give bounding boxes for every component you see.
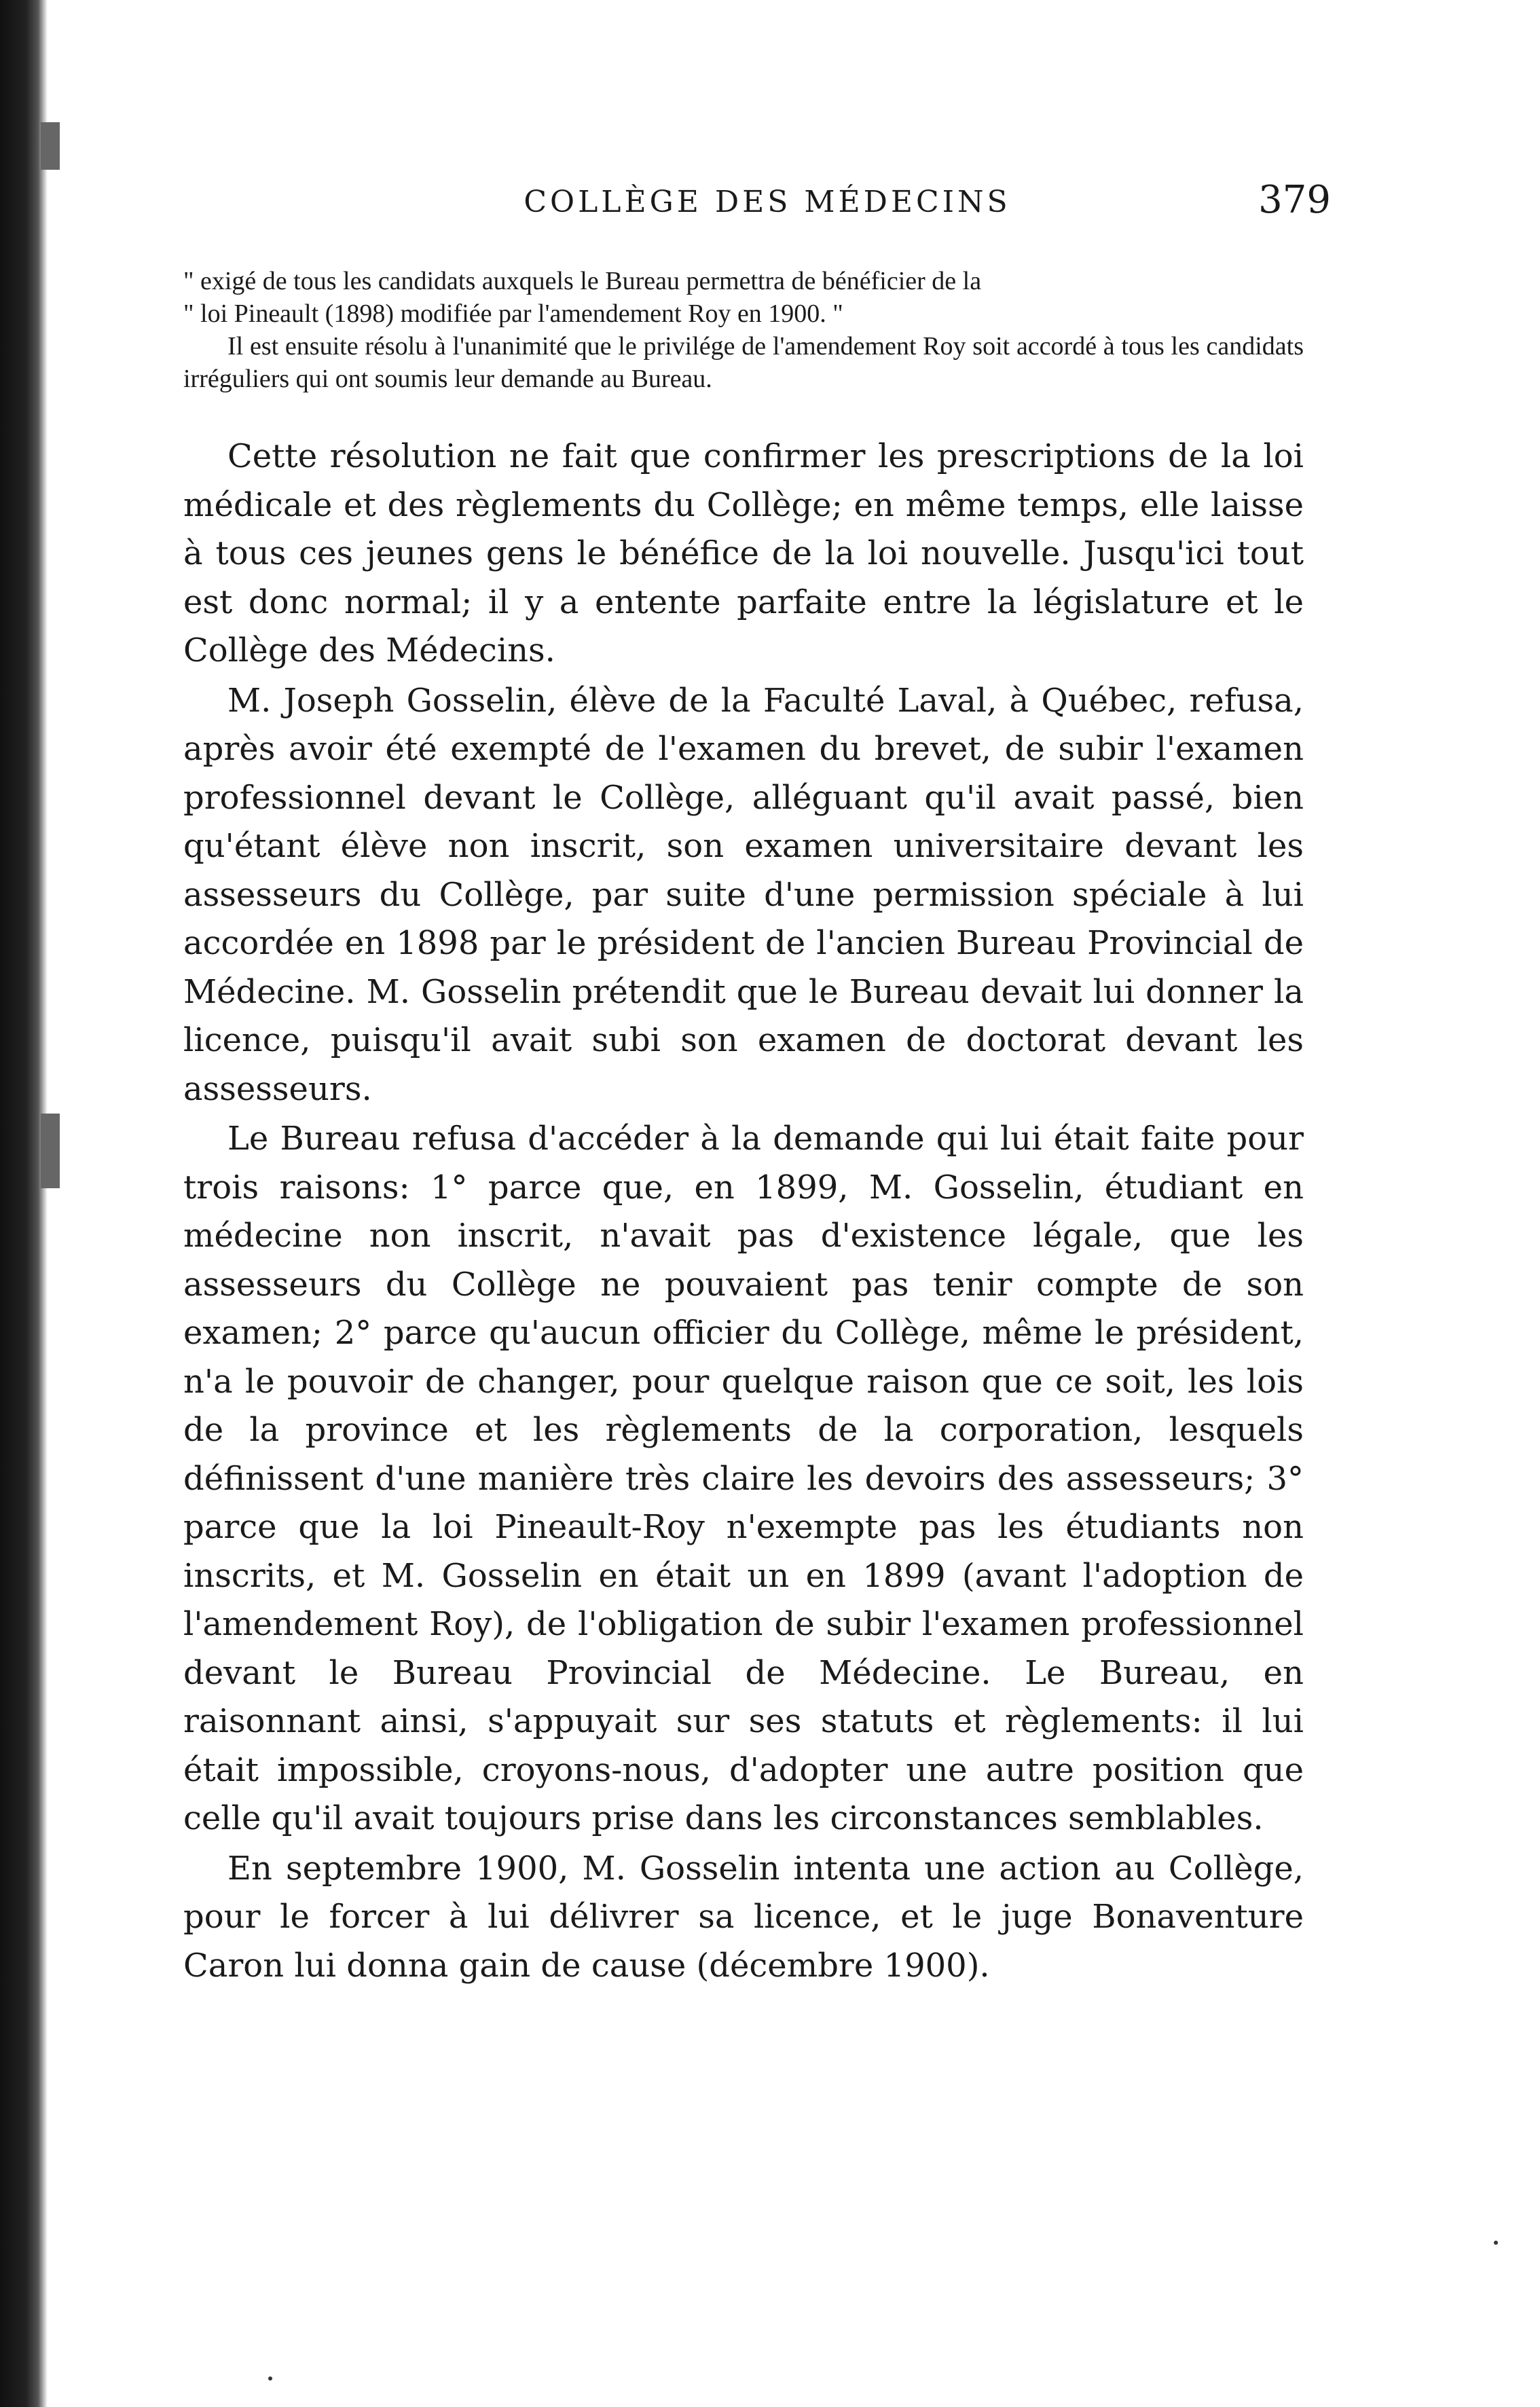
page-header — [204, 178, 1331, 232]
quote-line: " loi Pineault (1898) modifiée par l'amendement Roy en 1900. " — [183, 299, 843, 328]
scan-speck — [268, 2376, 272, 2381]
page-number: 379 — [1258, 178, 1331, 222]
body-paragraph: M. Joseph Gosselin, élève de la Faculté Laval, à Québec, refusa, après avoir été exempté de l'examen du brevet, de subir l'examen professionnel devant le Collège, alléguant qu'il avait passé, bien qu'étant élève non inscrit, son examen universitaire devant les assesseurs du Collège, par suite d'une permission spéciale à lui accordée en 1898 par le président de l'ancien Bureau Provincial de Médecine. M. Gosselin prétendit que le Bureau devait lui donner la licence, puisqu'il avait subi son examen de doctorat devant les assesseurs. — [183, 681, 1304, 1108]
scan-speck — [1494, 2241, 1498, 2245]
body-paragraph: Le Bureau refusa d'accéder à la demande qui lui était faite pour trois raisons: 1° parce que, en 1899, M. Gosselin, étudiant en médecine non inscrit, n'avait pas d'existence légale, que les assesseurs du Collège ne pouvaient pas tenir compte de son examen; 2° parce qu'aucun officier du Collège, même le président, n'a le pouvoir de changer, pour quelque raison que ce soit, les lois de la province et les règlements de la corporation, lesquels définissent d'une manière très claire les devoirs des assesseurs; 3° parce que la loi Pineault-Roy n'exempte pas les étudiants non inscrits, et M. Gosselin en était un en 1899 (avant l'adoption de l'amendement Roy), de l'obligation de subir l'examen professionnel devant le Bureau Provincial de Médecine. Le Bureau, en raisonnant ainsi, s'appuyait sur ses statuts et règlements: il lui était impossible, croyons-nous, d'adopter une autre position que celle qu'il avait toujours prise dans les circonstances semblables. — [183, 1120, 1304, 1837]
quote-line: " exigé de tous les candidats auxquels le Bureau permettra de bénéficier de la — [183, 267, 982, 295]
body-paragraph: En septembre 1900, M. Gosselin intenta une action au Collège, pour le forcer à lui délivrer sa licence, et le juge Bonaventure Caron lui donna gain de cause (décembre 1900). — [183, 1849, 1304, 1985]
body-paragraph: Cette résolution ne fait que confirmer les prescriptions de la loi médicale et des règlements du Collège; en même temps, elle laisse à tous ces jeunes gens le bénéfice de la loi nouvelle. Jusqu'ici tout est donc normal; il y a entente parfaite entre la législature et le Collège des Médecins. — [183, 437, 1304, 669]
spine-mark — [41, 122, 60, 170]
running-title: COLLÈGE DES MÉDECINS — [524, 185, 1011, 219]
page-body — [183, 265, 1304, 1990]
spine-mark — [41, 1114, 60, 1188]
book-spine-edge — [0, 0, 48, 2407]
resolution-paragraph: Il est ensuite résolu à l'unanimité que le privilége de l'amendement Roy soit accordé à tous les candidats irréguliers qui ont soumis leur demande au Bureau. — [183, 332, 1304, 393]
